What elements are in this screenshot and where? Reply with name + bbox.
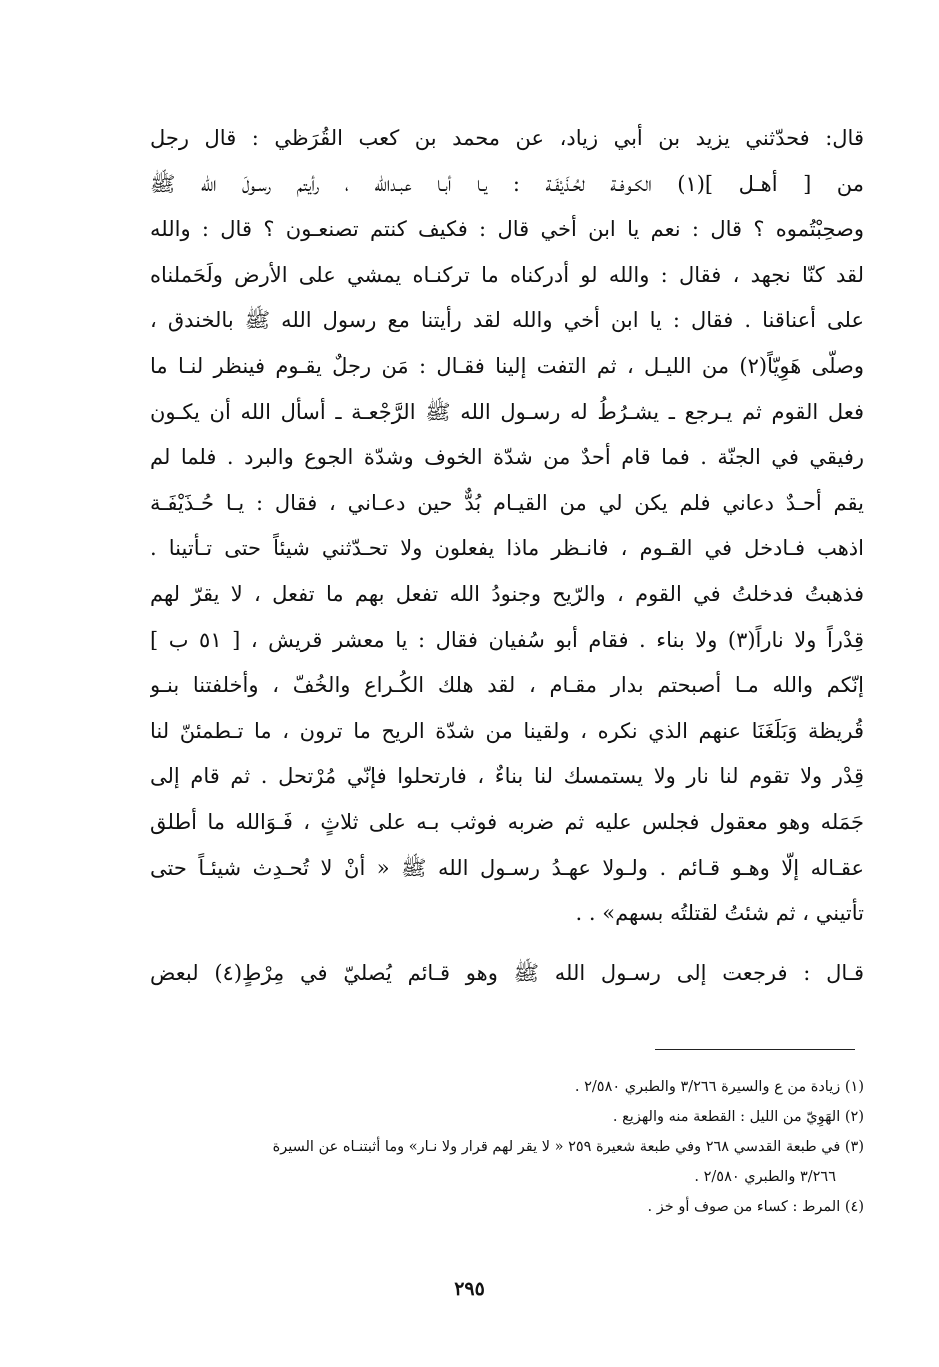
text-line: وصحِبْتُموه ؟ قال : نعم يا ابن أخي قال : فكيف كنتم تصنعـون ؟ قال : والله	[150, 217, 864, 242]
footnote-3: (٣) في طبعة القدسي ٢٦٨ وفي طبعة شعيرة ٢٥٩ « لا يقر لهم قرار ولا نـار» وما أثبتنـاه عن السيرة	[272, 1139, 864, 1155]
paragraph-gap	[150, 937, 864, 951]
footnote-1: (١) زيادة من ع والسيرة ٣/٢٦٦ والطبري ٢/٥٨٠ .	[574, 1079, 864, 1095]
main-text	[150, 116, 864, 996]
footnote-2: (٢) الهَوِيّ من الليل : القطعة منه والهزيع .	[612, 1109, 864, 1125]
last-paragraph-line: قـال : فرجعت إلى رسـول الله ﷺ وهو قـائم يُصليّ في مِرْطٍ(٤) لبعض	[150, 960, 864, 985]
text-line: قِدْراً ولا ناراً(٣) ولا بناء . فقام أبو سُفيان فقال : يا معشر قريش ، [ ٥١ ب ]	[150, 627, 864, 652]
text-line: إنّكم والله مـا أصبحتم بدار مقـام ، لقد هلك الكُـراع والخُفّ ، وأخلفتنا بنـو	[150, 673, 864, 698]
footnote-3-continuation: ٣/٢٦٦ والطبري ٢/٥٨٠ .	[694, 1169, 836, 1185]
footnotes	[150, 1072, 864, 1222]
footnote-4: (٤) المرط : كساء من صوف أو خز .	[647, 1199, 864, 1215]
text-line: فذهبتُ فدخلتُ في القوم ، والرّيح وجنودُ الله تفعل بهم ما تفعل ، لا يقرّ لهم	[150, 581, 864, 606]
text-line: جَمَله وهو معقول فجلس عليه ثم ضربه فوثب بـه على ثلاثٍ ، فَـوَالله ما أطلق	[150, 809, 864, 834]
text-line: تأتيني ، ثم شئتُ لقتلتُه بسهم» . .	[575, 901, 864, 926]
text-line: اذهب فـادخل في القـوم ، فانـظر ماذا يفعلون ولا تحـدّثني شيئاً حتى تـأتينا .	[150, 536, 864, 561]
footnote-separator	[655, 1049, 855, 1050]
page-number: ٢٩٥	[454, 1278, 485, 1300]
text-line: من [ أهـل ](١) الكـوفـة لحُـذَيْفَـة : يـا أبـا عبـدالله ، رأيتم رسـولَ الله ﷺ	[150, 171, 864, 196]
text-line: وصلّى هَوِيّاً(٢) من الليـل ، ثم التفت إلينا فقـال : مَن رجلٌ يقـوم فينظر لنـا ما	[150, 353, 864, 378]
text-line: رفيقي في الجنّة . فما قام أحدٌ من شدّة الخوف وشدّة الجوع والبرد . فلما لم	[150, 445, 864, 470]
text-line: قال: فحدّثني يزيد بن أبي زياد، عن محمد بن كعب القُرَظي : قال رجل	[150, 126, 864, 150]
text-line: يقم أحـدٌ دعاني فلم يكن لي من القيـام بُدٌّ حين دعـاني ، فقال : يـا حُـذَيْفَـة	[150, 490, 864, 515]
text-line: لقد كنّا نجهد ، فقال : والله لو أدركناه ما تركنـاه يمشي على الأرض ولَحَملناه	[150, 262, 864, 287]
text-line: عقـاله إلّا وهـو قـائم . ولـولا عهـدُ رسـول الله ﷺ « أنْ لا تُحـدِث شيئـاً حتى	[150, 855, 864, 880]
text-line: قِدْر ولا تقوم لنا نار ولا يستمسك لنا بناءٌ ، فارتحلوا فإنّي مُرْتحل . ثم قام إلى	[150, 764, 864, 789]
text-line: على أعناقنا . فقال : يا ابن أخي والله لقد رأيتنا مع رسول الله ﷺ بالخندق ،	[150, 308, 864, 333]
text-line: فعل القوم ثم يـرجع ـ يشـرُطُ له رسـول الله ﷺ الرَّجْعـة ـ أسأل الله أن يكـون	[150, 399, 864, 424]
text-line: قُريظة وَبَلَغَنَا عنهم الذي نكره ، ولقينا من شدّة الريح ما ترون ، ما تـطمئنّ لنا	[150, 718, 864, 743]
